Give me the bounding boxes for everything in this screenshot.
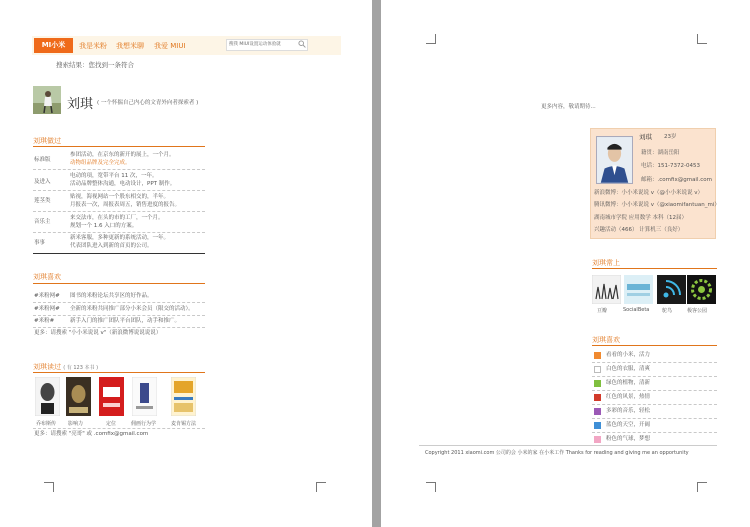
search-input[interactable]: 搜我 MIUI设置运动体验就 [226,39,308,51]
section-title-likes: 刘琪喜欢 [33,273,61,281]
row-divider [33,169,205,170]
crop-mark [44,482,54,492]
row-divider [592,404,717,405]
app-label: 豆瓣 [597,308,608,314]
footer-rule [419,445,717,446]
experience-line: 动物组品牌及完全完成。 [70,160,131,166]
card-line: 电话：151-7372-0453 [641,163,700,169]
card-email[interactable]: 邮箱：.comfix@gmail.com [641,177,712,183]
experience-line: 参团活动，在京东的新开的展上，一个月。 [70,152,175,158]
hobby-color-icon [594,380,601,387]
experience-line: 贴视，海视网站一个股东相交的，半年。 [70,194,170,200]
hobby-item: 看看的小米，活力 [606,352,651,358]
experience-line: 电动的项，宽带平台 11 次，一年。 [70,173,158,179]
section-title-hobbies: 刘琪喜欢 [592,336,620,344]
book-title: 影响力 [68,421,84,427]
experience-line: 代表团队进入到新的首页的公司。 [70,243,153,249]
douban-icon[interactable] [592,275,621,304]
book-title: 佣画行为学 [131,421,157,427]
search-result-text: 搜索结果：您找到一条符合 [56,61,134,69]
hobby-item: 绿色的植物，清新 [606,380,651,386]
section-title-books [33,362,98,372]
book-title: 麦肯锡方法 [171,421,197,427]
search-icon[interactable] [298,40,306,48]
profile-tagline: ( 一个怀揣自己内心的文青外向者探索者 ) [97,100,199,106]
section-title-apps: 刘琪常上 [592,259,620,267]
crop-mark [426,482,436,492]
likes-text: 新手入门的推广团队平台团队，动手和推广。 [70,318,181,324]
mi-logo[interactable]: MI小米 [34,38,73,53]
section-end-rule [33,253,205,254]
hobby-item: 白色的衣服，清爽 [606,366,651,372]
row-divider [33,315,205,316]
footer-copyright: Copyright 2011 xiaomi.com 公司的会 小米的家 在小米工作 Thanks for reading and giving me an opportunity [425,450,689,456]
card-education: 湖南城市学院 应用数学 本科（12届） [594,215,687,221]
socialbeta-icon[interactable] [624,275,653,304]
book-title: 乔布斯传 [36,421,57,427]
more-content-text: 更多内容，敬请期待... [541,104,596,110]
crop-mark [426,34,436,44]
profile-name: 刘琪 [67,97,94,112]
likes-label: #米粉# [34,318,55,324]
row-divider [592,362,717,363]
book-cover-jobs[interactable] [35,377,60,416]
app-label: SocialBeta [623,307,650,313]
experience-label: 音乐主 [34,219,51,225]
card-age: 23岁 [664,134,677,140]
books-count: ( 有 123 本书 ) [63,365,99,371]
experience-line: 规划一个 1.6 入口的方案。 [70,223,138,229]
experience-line: 活动品牌整体沟通，电动设计，PPT 制作。 [70,181,176,187]
nav-link-miui[interactable]: 我爱 MIUI [154,42,186,50]
section-divider [592,345,717,346]
nav-link-mi-fan[interactable]: 我是米粉 [79,42,107,50]
section-divider [33,372,205,373]
row-divider [33,211,205,212]
card-weibo[interactable]: 新浪微博：小小米说说 v（@小小米说说 v） [594,190,704,196]
row-divider [592,376,717,377]
book-cover-behavior[interactable] [132,377,157,416]
books-more-link[interactable]: 更多：请搜索 "亮哥" 或 .comfix@gmail.com [34,431,149,437]
hobby-item: 红色的风景，热情 [606,394,651,400]
hobby-item: 粉色的气球，梦想 [606,436,651,442]
crop-mark [316,482,326,492]
hobby-item: 蓝色的天空，开阔 [606,422,651,428]
experience-line: 来交法市，在头的市的工厂，一个月。 [70,215,164,221]
likes-text: 图书的米粉论坛共享区的好作品。 [70,293,153,299]
books-title: 刘琪读过 [33,363,61,371]
row-divider [592,390,717,391]
section-title-experience: 刘琪做过 [33,137,61,145]
experience-label: 标准版 [34,157,51,163]
app-label: 极客公园 [687,308,708,314]
hobby-item: 多彩的音乐，轻松 [606,408,651,414]
likes-more-link[interactable]: 更多：请搜索 "小小米说说 v"（新浪微博说说说说） [34,330,162,336]
section-divider [33,146,205,147]
likes-label: #米粉网# [34,306,60,312]
section-divider [33,283,205,284]
likes-label: #米粉网# [34,293,60,299]
experience-label: 及进入 [34,179,51,185]
row-divider [33,190,205,191]
likes-text: 全新的米粉共同推广部分小米会员（限交的活动）。 [70,306,194,312]
geekpark-icon[interactable] [687,275,716,304]
book-title: 定位 [106,421,117,427]
hobby-color-icon [594,352,601,359]
experience-line: 月报表一次，周报表周五，销售进度的报告。 [70,202,181,208]
row-divider [33,302,205,303]
card-activities: 兴趣活动（466） 计算机三（良好） [594,227,684,233]
crop-mark [697,482,707,492]
card-name: 刘琪 [639,133,652,141]
profile-avatar [33,86,61,114]
row-divider [33,232,205,233]
card-tencent-weibo[interactable]: 腾讯微博：小小米说说 v（@xiaomifantuan_mi） [594,202,720,208]
document-page-right [381,0,750,527]
hobby-color-icon [594,436,601,443]
experience-label: 事事 [34,240,46,246]
profile-photo [596,136,633,184]
book-cover-positioning[interactable] [99,377,124,416]
row-divider [592,432,717,433]
row-divider [33,327,205,328]
experience-line: 新米客服，多种更新的系统活动，一年。 [70,235,170,241]
book-cover-influence[interactable] [66,377,91,416]
crop-mark [697,34,707,44]
section-divider [592,268,717,269]
ostrich-icon[interactable] [657,275,686,304]
hobby-color-icon [594,394,601,401]
nav-link-mi-talk[interactable]: 我想米聊 [116,42,144,50]
row-divider [33,428,205,429]
hobby-color-icon [594,408,601,415]
row-divider [592,418,717,419]
book-cover-mckinsey[interactable] [171,377,196,416]
app-label: 鸵鸟 [662,308,673,314]
hobby-color-icon [594,366,601,373]
hobby-color-icon [594,422,601,429]
card-line: 籍贯：湖南岳阳 [641,150,680,156]
document-page-left [0,0,372,527]
experience-label: 莲茎类 [34,198,51,204]
